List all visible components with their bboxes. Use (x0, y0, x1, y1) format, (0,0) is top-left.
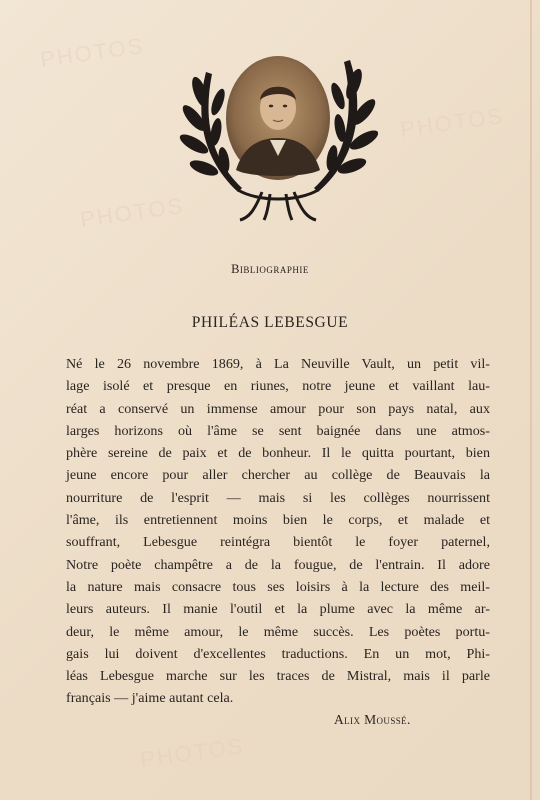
paragraph-line: nourriture de l'esprit — mais si les collèges nourrissent (66, 489, 490, 506)
paragraph-line: souffrant, Lebesgue reintégra bientôt le foyer paternel, (66, 534, 490, 551)
paragraph-line: phère sereine de paix et de bonheur. Il le quitta pourtant, bien (66, 445, 490, 462)
section-title: Bibliographie (231, 262, 309, 276)
paragraph-line: réat a conservé un immense amour pour son pays natal, aux (66, 400, 490, 417)
author-signature: Alix Moussé. (334, 712, 411, 727)
paragraph-line: la nature mais consacre tous ses loisirs à la lecture des meil- (66, 578, 490, 595)
paragraph-line: léas Lebesgue marche sur les traces de Mistral, mais il parle (66, 668, 490, 685)
paragraph-line: jeune encore pour aller chercher au collège de Beauvais la (66, 467, 490, 484)
paragraph-line: lage isolé et presque en riunes, notre jeune et vaillant lau- (66, 378, 490, 395)
biography-paragraph (66, 353, 490, 710)
paragraph-line: leurs auteurs. Il manie l'outil et la plume avec la même ar- (66, 601, 490, 618)
watermark: PHOTOS (398, 102, 506, 143)
page-title: PHILÉAS LEBESGUE (191, 314, 349, 331)
paragraph-line: Notre poète champêtre a de la fougue, de l'entrain. Il adore (66, 556, 490, 573)
page-edge (530, 0, 532, 800)
portrait-vignette (178, 52, 378, 222)
paragraph-line: Né le 26 novembre 1869, à La Neuville Vault, un petit vil- (66, 356, 490, 372)
watermark: PHOTOS (38, 32, 146, 73)
laurel-wreath-portrait-icon (178, 52, 378, 222)
watermark: PHOTOS (78, 192, 186, 233)
ribbon-icon (238, 190, 318, 220)
paragraph-line: français — j'aime autant cela. (66, 690, 234, 707)
paragraph-line: larges horizons où l'âme se sent baignée dans une atmos- (66, 422, 490, 439)
watermark: PHOTOS (138, 732, 246, 773)
paragraph-line: deur, le même amour, le même succès. Les poètes portu- (66, 623, 490, 640)
paragraph-line: gais lui doivent d'excellentes traductions. En un mot, Phi- (66, 645, 490, 662)
paragraph-line: l'âme, ils entretiennent moins bien le corps, et malade et (66, 512, 490, 529)
